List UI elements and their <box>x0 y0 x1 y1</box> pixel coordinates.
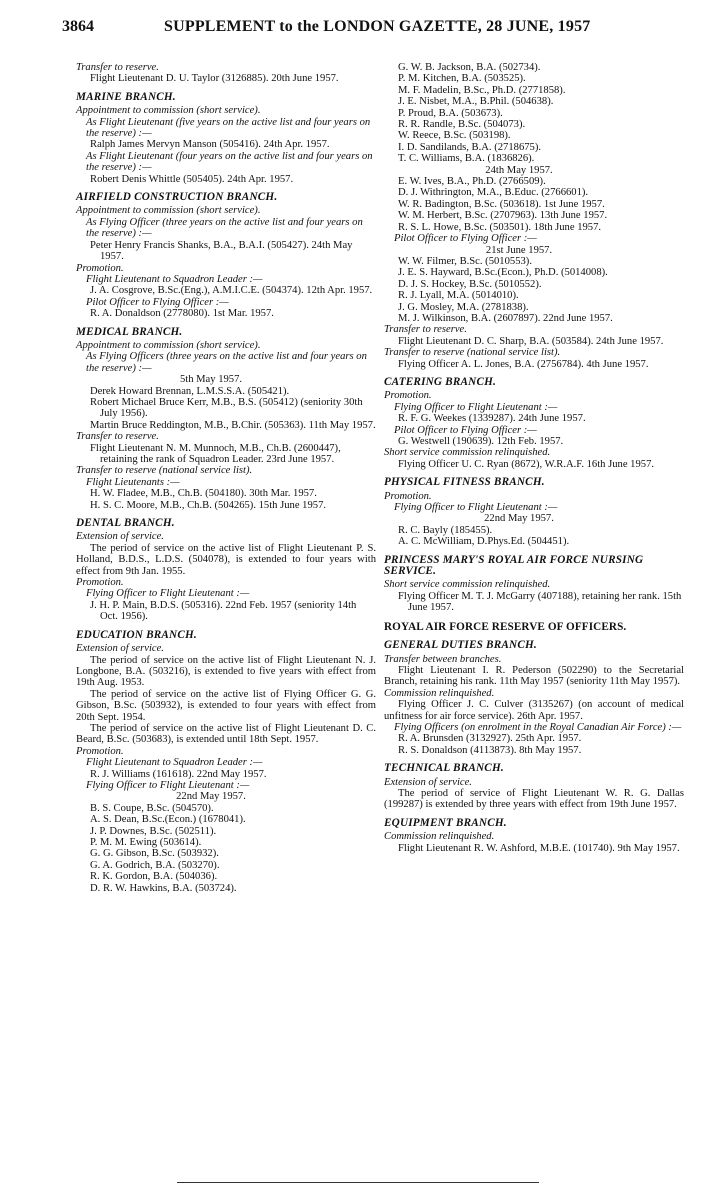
paragraph: Flight Lieutenant I. R. Pederson (502290) to the Secretarial Branch, retaining his rank. 11th May 1957 (seniority 11th May 1957). <box>384 664 684 688</box>
date-line: 24th May 1957. <box>485 164 553 176</box>
paragraph: The period of service on the active list of Flight Lieutenant D. C. Beard, B.Sc. (503683), is extended until 18th Sept. 1957. <box>76 722 376 746</box>
category-heading: As Flying Officers (three years on the active list and four years on the reserve) :— <box>86 351 367 374</box>
left-column <box>76 62 376 894</box>
right-column <box>384 62 684 854</box>
category-heading: Flying Officer to Flight Lieutenant :— <box>394 401 558 413</box>
entry: Ralph James Mervyn Manson (505416). 24th Apr. 1957. <box>90 139 330 151</box>
entry: Flying Officer M. T. J. McGarry (407188), retaining her rank. 15th June 1957. <box>398 590 682 614</box>
section-heading: TECHNICAL BRANCH. <box>384 762 504 775</box>
subheading: Appointment to commission (short service). <box>76 105 261 117</box>
paragraph: The period of service on the active list of Flying Officer G. G. Gibson, B.Sc. (503932), is extended to four years with effect from 20th Sept. 1954. <box>76 688 376 723</box>
entry: H. S. C. Moore, M.B., Ch.B. (504265). 15th June 1957. <box>90 499 327 511</box>
entry: J. G. Mosley, M.A. (2781838). <box>398 301 529 313</box>
entry: G. W. B. Jackson, B.A. (502734). <box>398 62 541 73</box>
subheading: Commission relinquished. <box>384 687 495 699</box>
category-heading: Flying Officer to Flight Lieutenant :— <box>394 502 558 514</box>
subheading: Extension of service. <box>76 643 164 655</box>
entry: J. H. P. Main, B.D.S. (505316). 22nd Feb. 1957 (seniority 14th Oct. 1956). <box>90 599 357 623</box>
section-heading: EDUCATION BRANCH. <box>76 628 197 641</box>
page-title: SUPPLEMENT to the LONDON GAZETTE, 28 JUNE, 1957 <box>164 18 591 35</box>
section-heading: AIRFIELD CONSTRUCTION BRANCH. <box>76 191 278 204</box>
subheading: Promotion. <box>76 745 124 757</box>
entry: G. A. Godrich, B.A. (503270). <box>90 859 220 871</box>
entry: W. R. Badington, B.Sc. (503618). 1st June 1957. <box>398 198 605 210</box>
paragraph: The period of service of Flight Lieutenant W. R. G. Dallas (199287) is extended by three years with effect from 19th June 1957. <box>384 787 684 811</box>
entry: H. W. Fladee, M.B., Ch.B. (504180). 30th Mar. 1957. <box>90 488 317 500</box>
entry: B. S. Coupe, B.Sc. (504570). <box>90 802 214 814</box>
section-heading: MARINE BRANCH. <box>76 90 176 103</box>
entry: W. Reece, B.Sc. (503198). <box>398 130 511 142</box>
subheading: Extension of service. <box>384 776 472 788</box>
entry: P. Proud, B.A. (503673). <box>398 107 503 119</box>
section-heading: PHYSICAL FITNESS BRANCH. <box>384 476 545 489</box>
entry: R. C. Bayly (185455). <box>398 524 493 536</box>
major-heading: ROYAL AIR FORCE RESERVE OF OFFICERS. <box>384 620 627 633</box>
entry: Robert Denis Whittle (505405). 24th Apr. 1957. <box>90 173 294 185</box>
entry: R. S. Donaldson (4113873). 8th May 1957. <box>398 744 582 756</box>
paragraph: The period of service on the active list of Flight Lieutenant P. S. Holland, B.D.S., L.D.S. (504078), is extended to four years with effect from 9th Jan. 1955. <box>76 542 376 577</box>
category-heading: Flight Lieutenants :— <box>86 476 180 488</box>
entry: J. E. S. Hayward, B.Sc.(Econ.), Ph.D. (5014008). <box>398 267 608 279</box>
date-line: 22nd May 1957. <box>484 513 554 525</box>
entry: R. S. L. Howe, B.Sc. (503501). 18th June 1957. <box>398 221 602 233</box>
entry: G. G. Gibson, B.Sc. (503932). <box>90 848 219 860</box>
entry: R. J. Williams (161618). 22nd May 1957. <box>90 768 267 780</box>
entry: M. J. Wilkinson, B.A. (2607897). 22nd June 1957. <box>398 312 613 324</box>
subheading: Extension of service. <box>76 531 164 543</box>
section-heading: DENTAL BRANCH. <box>76 517 175 530</box>
category-heading: As Flying Officer (three years on the active list and four years on the reserve) :— <box>86 216 363 240</box>
entry: Peter Henry Francis Shanks, B.A., B.A.I. (505427). 24th May 1957. <box>90 239 353 263</box>
section-heading: CATERING BRANCH. <box>384 375 496 388</box>
subheading: Promotion. <box>76 577 124 589</box>
entry: J. P. Downes, B.Sc. (502511). <box>90 825 217 837</box>
entry: E. W. Ives, B.A., Ph.D. (2766509). <box>398 176 546 188</box>
entry: Flight Lieutenant D. U. Taylor (3126885). 20th June 1957. <box>90 73 339 85</box>
paragraph: The period of service on the active list of Flight Lieutenant N. J. Longbone, B.A. (503216), is extended to five years with effect from 19th Aug. 1953. <box>76 654 376 689</box>
entry: J. E. Nisbet, M.A., B.Phil. (504638). <box>398 96 554 108</box>
subheading: Promotion. <box>384 390 432 402</box>
entry: R. A. Donaldson (2778080). 1st Mar. 1957. <box>90 308 274 320</box>
entry: G. Westwell (190639). 12th Feb. 1957. <box>398 436 564 447</box>
entry: Flying Officer A. L. Jones, B.A. (2756784). 4th June 1957. <box>398 358 649 370</box>
subheading: Transfer to reserve. <box>384 324 467 336</box>
entry: D. J. Withrington, M.A., B.Educ. (2766601). <box>398 187 589 199</box>
category-heading: Flight Lieutenant to Squadron Leader :— <box>86 757 263 769</box>
entry: W. W. Filmer, B.Sc. (5010553). <box>398 255 532 267</box>
subheading: Promotion. <box>384 490 432 502</box>
entry: Derek Howard Brennan, L.M.S.S.A. (505421). <box>90 385 290 397</box>
subheading: Short service commission relinquished. <box>384 579 551 591</box>
subheading: Short service commission relinquished. <box>384 447 551 459</box>
category-heading: Flying Officer to Flight Lieutenant :— <box>86 779 250 791</box>
entry: P. M. M. Ewing (503614). <box>90 837 202 848</box>
paragraph: Flying Officer J. C. Culver (3135267) (on account of medical unfitness for air force service). 26th Apr. 1957. <box>384 699 684 722</box>
entry: M. F. Madelin, B.Sc., Ph.D. (2771858). <box>398 84 566 96</box>
subheading: Transfer to reserve. <box>76 431 159 443</box>
date-line: 21st June 1957. <box>485 244 553 256</box>
entry: D. J. S. Hockey, B.Sc. (5010552). <box>398 278 542 290</box>
page-header <box>62 18 662 44</box>
entry: Flying Officer U. C. Ryan (8672), W.R.A.F. 16th June 1957. <box>398 458 655 470</box>
entry: Robert Michael Bruce Kerr, M.B., B.S. (505412) (seniority 30th July 1956). <box>90 396 363 420</box>
subheading: Transfer between branches. <box>384 653 502 665</box>
category-heading: Pilot Officer to Flying Officer :— <box>86 296 229 308</box>
subheading: Promotion. <box>76 262 124 274</box>
category-heading: Pilot Officer to Flying Officer :— <box>394 233 537 245</box>
category-heading: As Flight Lieutenant (four years on the active list and four years on the reserve) :— <box>86 150 373 174</box>
date-line: 22nd May 1957. <box>176 791 246 803</box>
entry: Flight Lieutenant D. C. Sharp, B.A. (503584). 24th June 1957. <box>398 335 664 347</box>
category-heading: Flying Officer to Flight Lieutenant :— <box>86 588 250 600</box>
entry: R. R. Randle, B.Sc. (504073). <box>398 119 526 131</box>
category-heading: Flying Officers (on enrolment in the Royal Canadian Air Force) :— <box>394 721 682 733</box>
date-line: 5th May 1957. <box>179 374 243 386</box>
entry: P. M. Kitchen, B.A. (503525). <box>398 73 526 85</box>
entry: R. F. G. Weekes (1339287). 24th June 1957. <box>398 413 586 425</box>
entry: T. C. Williams, B.A. (1836826). <box>398 153 535 165</box>
category-heading: Flight Lieutenant to Squadron Leader :— <box>86 273 263 285</box>
entry: R. A. Brunsden (3132927). 25th Apr. 1957. <box>398 733 582 745</box>
category-heading: As Flight Lieutenant (five years on the active list and four years on the reserve) :— <box>86 116 371 140</box>
entry: W. M. Herbert, B.Sc. (2707963). 13th June 1957. <box>398 210 608 222</box>
entry: J. A. Cosgrove, B.Sc.(Eng.), A.M.I.C.E. (504374). 12th Apr. 1957. <box>90 285 373 297</box>
entry: D. R. W. Hawkins, B.A. (503724). <box>90 882 237 894</box>
page-number: 3864 <box>62 18 94 35</box>
entry: R. K. Gordon, B.A. (504036). <box>90 871 218 883</box>
subheading: Transfer to reserve (national service list). <box>384 347 561 359</box>
subheading: Appointment to commission (short service). <box>76 339 261 351</box>
category-heading: Pilot Officer to Flying Officer :— <box>394 424 537 436</box>
footer-rule <box>177 1182 539 1183</box>
section-heading: PRINCESS MARY'S ROYAL AIR FORCE NURSING SERVICE. <box>384 553 644 578</box>
entry: Martin Bruce Reddington, M.B., B.Chir. (505363). 11th May 1957. <box>90 419 376 431</box>
section-heading: GENERAL DUTIES BRANCH. <box>384 639 537 652</box>
entry: A. C. McWilliam, D.Phys.Ed. (504451). <box>398 536 570 548</box>
paragraph: Flight Lieutenant R. W. Ashford, M.B.E. (101740). 9th May 1957. <box>398 842 680 854</box>
entry: R. J. Lyall, M.A. (5014010). <box>398 290 519 302</box>
subheading: Transfer to reserve. <box>76 62 159 73</box>
entry: A. S. Dean, B.Sc.(Econ.) (1678041). <box>90 814 246 826</box>
entry: Flight Lieutenant N. M. Munnoch, M.B., Ch.B. (2600447), retaining the rank of Squadron Leader. 23rd June 1957. <box>90 442 341 465</box>
section-heading: MEDICAL BRANCH. <box>76 325 183 338</box>
subheading: Commission relinquished. <box>384 831 495 843</box>
subheading: Transfer to reserve (national service list). <box>76 465 253 477</box>
section-heading: EQUIPMENT BRANCH. <box>384 816 507 829</box>
subheading: Appointment to commission (short service). <box>76 205 261 217</box>
entry: I. D. Sandilands, B.A. (2718675). <box>398 141 542 153</box>
